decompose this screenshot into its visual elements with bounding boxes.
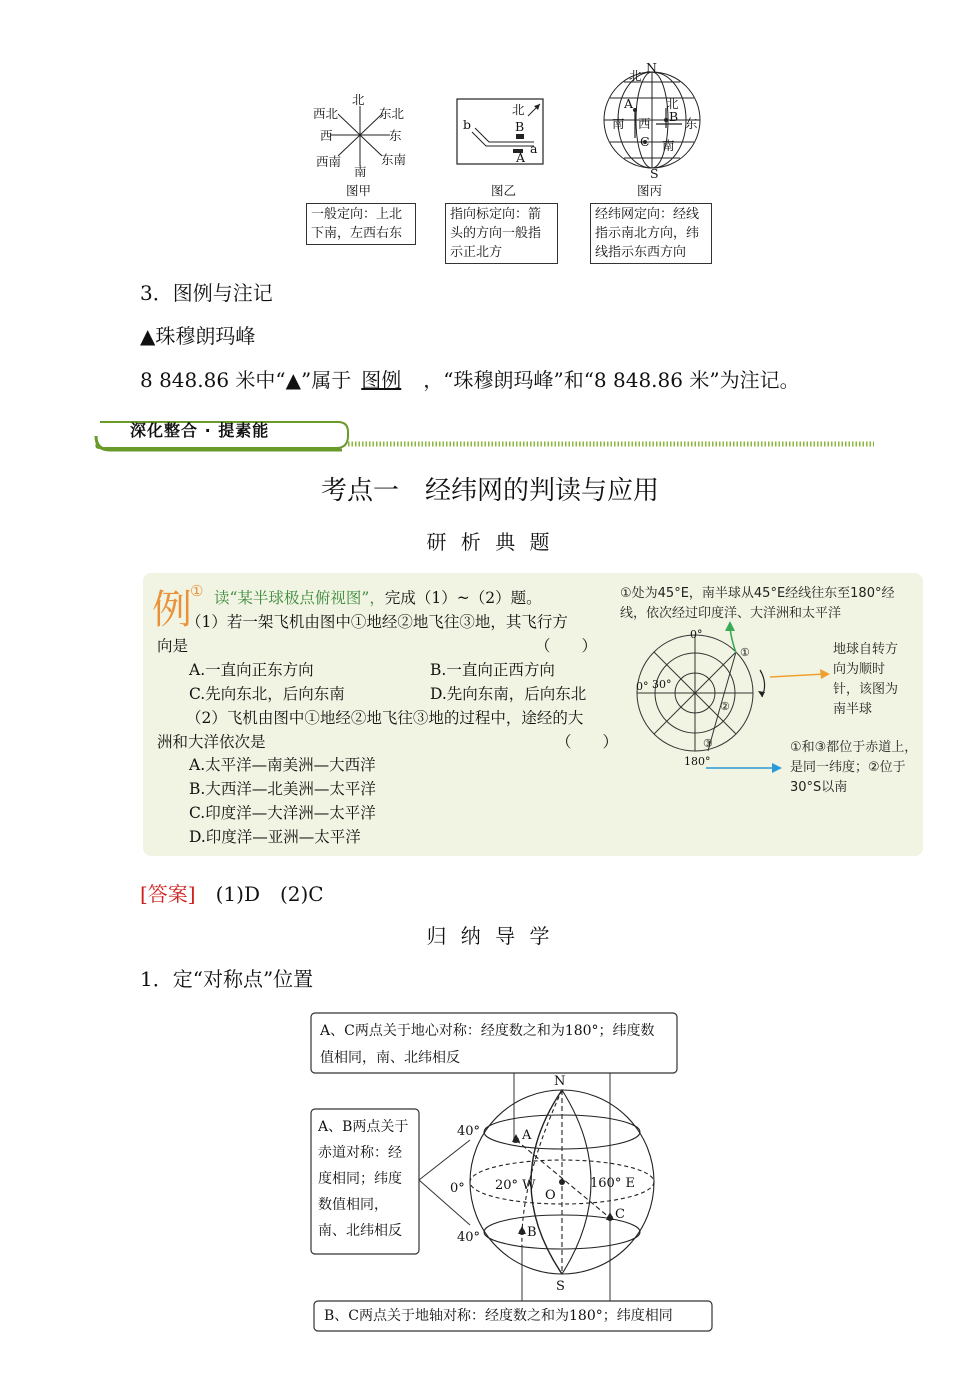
example-number: ① — [190, 582, 204, 600]
answer-label: [答案] — [140, 882, 196, 906]
note-bottom: ①和③都位于赤道上，是同一纬度；②位于30°S以南 — [790, 740, 918, 795]
yi-caption: 指向标定向：箭头的方向一般指示正北方 — [445, 203, 558, 264]
globe-160e: 160° E — [590, 1176, 635, 1191]
q1-opt-c: C.先向东北，后向东南 — [189, 685, 345, 703]
bing-N: N — [646, 60, 657, 75]
q2-opt-c: C.印度洋—大洋洲—太平洋 — [189, 804, 376, 822]
q2-paren: （ ） — [556, 733, 619, 751]
bing-east-cn: 东 — [685, 116, 698, 131]
kaodian-title: 考点一 经纬网的判读与应用 — [320, 476, 659, 506]
bing-title: 图丙 — [637, 183, 663, 198]
jia-northeast: 东北 — [379, 106, 405, 121]
banner-title: 深化整合 · 提素能 — [130, 421, 270, 440]
mountain-symbol-text: ▲珠穆朗玛峰 — [140, 324, 256, 348]
globe-point-C: C — [615, 1207, 625, 1222]
example-intro — [214, 586, 542, 608]
section3-heading: 3．图例与注记 — [140, 281, 273, 305]
polar-180deg: 180° — [684, 755, 711, 768]
q1-paren: （ ） — [535, 637, 598, 655]
q2-opt-a: A.太平洋—南美洲—大西洋 — [189, 756, 376, 774]
globe-lat-0: 0° — [450, 1181, 465, 1196]
globe-center-O: O — [545, 1188, 556, 1203]
bing-caption: 经纬网定向：经线指示南北方向，纬线指示东西方向 — [590, 203, 712, 264]
yi-a: a — [530, 141, 538, 156]
jia-east: 东 — [389, 128, 402, 143]
intro-quote: 读“某半球极点俯视图”， — [214, 589, 385, 607]
example-badge: 例 — [152, 587, 192, 633]
polar-point-3: ③ — [703, 737, 713, 750]
bing-north-cn-2: 北 — [666, 96, 679, 111]
polar-30deg: 30° — [652, 678, 672, 691]
section3-sentence — [140, 364, 800, 393]
jia-northwest: 西北 — [313, 106, 339, 121]
box-equator-symmetry: A、B两点关于赤道对称：经度相同；纬度数值相同，南、北纬相反 — [318, 1119, 409, 1239]
sentence-post: ，“珠穆朗玛峰”和“8 848.86 米”为注记。 — [423, 368, 800, 392]
q1-opt-b: B.一直向正西方向 — [430, 661, 555, 679]
bing-south-cn: 南 — [612, 116, 625, 131]
polar-point-1: ① — [740, 646, 750, 659]
jia-west: 西 — [320, 128, 333, 143]
bing-west-cn: 西 — [638, 116, 651, 131]
bing-B: B — [669, 109, 679, 124]
q2-line1: （2）飞机由图中①地经②地飞往③地的过程中，途经的大 — [186, 709, 584, 727]
bing-A: A — [624, 96, 634, 111]
answer-text: (1)D (2)C — [215, 882, 324, 906]
bing-north-cn: 北 — [629, 68, 642, 83]
globe-point-A: A — [522, 1128, 532, 1143]
box-center-symmetry: A、C两点关于地心对称：经度数之和为180°；纬度数值相同，南、北纬相反 — [320, 1023, 655, 1066]
globe-lat-40s: 40° — [457, 1230, 481, 1245]
yi-title: 图乙 — [491, 183, 517, 198]
jia-north: 北 — [352, 92, 365, 107]
note-right: 地球自转方向为顺时针，该图为南半球 — [833, 642, 899, 717]
globe-N: N — [554, 1074, 566, 1089]
yi-b: b — [463, 117, 472, 132]
jia-caption: 一般定向：上北下南，左西右东 — [306, 203, 416, 245]
q1-opt-a: A.一直向正东方向 — [189, 661, 314, 679]
q1-line2: 向是 — [157, 637, 189, 655]
bing-S: S — [650, 166, 659, 181]
intro-rest: 完成（1）~（2）题。 — [384, 589, 542, 607]
yi-north: 北 — [512, 102, 525, 117]
polar-0deg-left: 0° — [636, 680, 649, 693]
symmetry-heading: 1．定“对称点”位置 — [140, 967, 314, 991]
bing-C: C — [640, 134, 650, 149]
answer-blank: 图例 — [361, 368, 402, 392]
globe-lat-40n: 40° — [457, 1124, 481, 1139]
note-top: ①处为45°E，南半球从45°E经线往东至180°经线，依次经过印度洋、大洋洲和太平洋 — [620, 586, 895, 621]
globe-20w: 20° W — [495, 1178, 536, 1193]
q2-line2: 洲和大洋依次是 — [157, 733, 266, 751]
q2-opt-b: B.大西洋—北美洲—太平洋 — [189, 780, 376, 798]
bing-south-cn-2: 南 — [662, 138, 675, 153]
polar-0deg-top: 0° — [690, 628, 703, 641]
globe-point-B: B — [527, 1225, 537, 1240]
box-axis-symmetry: B、C两点关于地轴对称：经度数之和为180°；纬度相同 — [324, 1308, 673, 1324]
sentence-pre: 8 848.86 米中“▲”属于 — [140, 368, 352, 392]
q2-opt-d: D.印度洋—亚洲—太平洋 — [189, 828, 361, 846]
answer-line — [140, 878, 324, 907]
globe-S: S — [556, 1279, 565, 1294]
jia-south: 南 — [354, 164, 367, 179]
q1-line1: （1）若一架飞机由图中①地经②地飞往③地，其飞行方 — [186, 613, 568, 631]
q1-opt-d: D.先向东南，后向东北 — [430, 685, 587, 703]
jia-southeast: 东南 — [381, 152, 407, 167]
guina-heading: 归 纳 导 学 — [426, 924, 554, 948]
yanxi-heading: 研 析 典 题 — [426, 530, 554, 554]
jia-title: 图甲 — [346, 183, 372, 198]
jia-southwest: 西南 — [316, 154, 342, 169]
yi-B: B — [515, 119, 525, 134]
polar-point-2: ② — [720, 700, 730, 713]
yi-A: A — [516, 150, 526, 165]
